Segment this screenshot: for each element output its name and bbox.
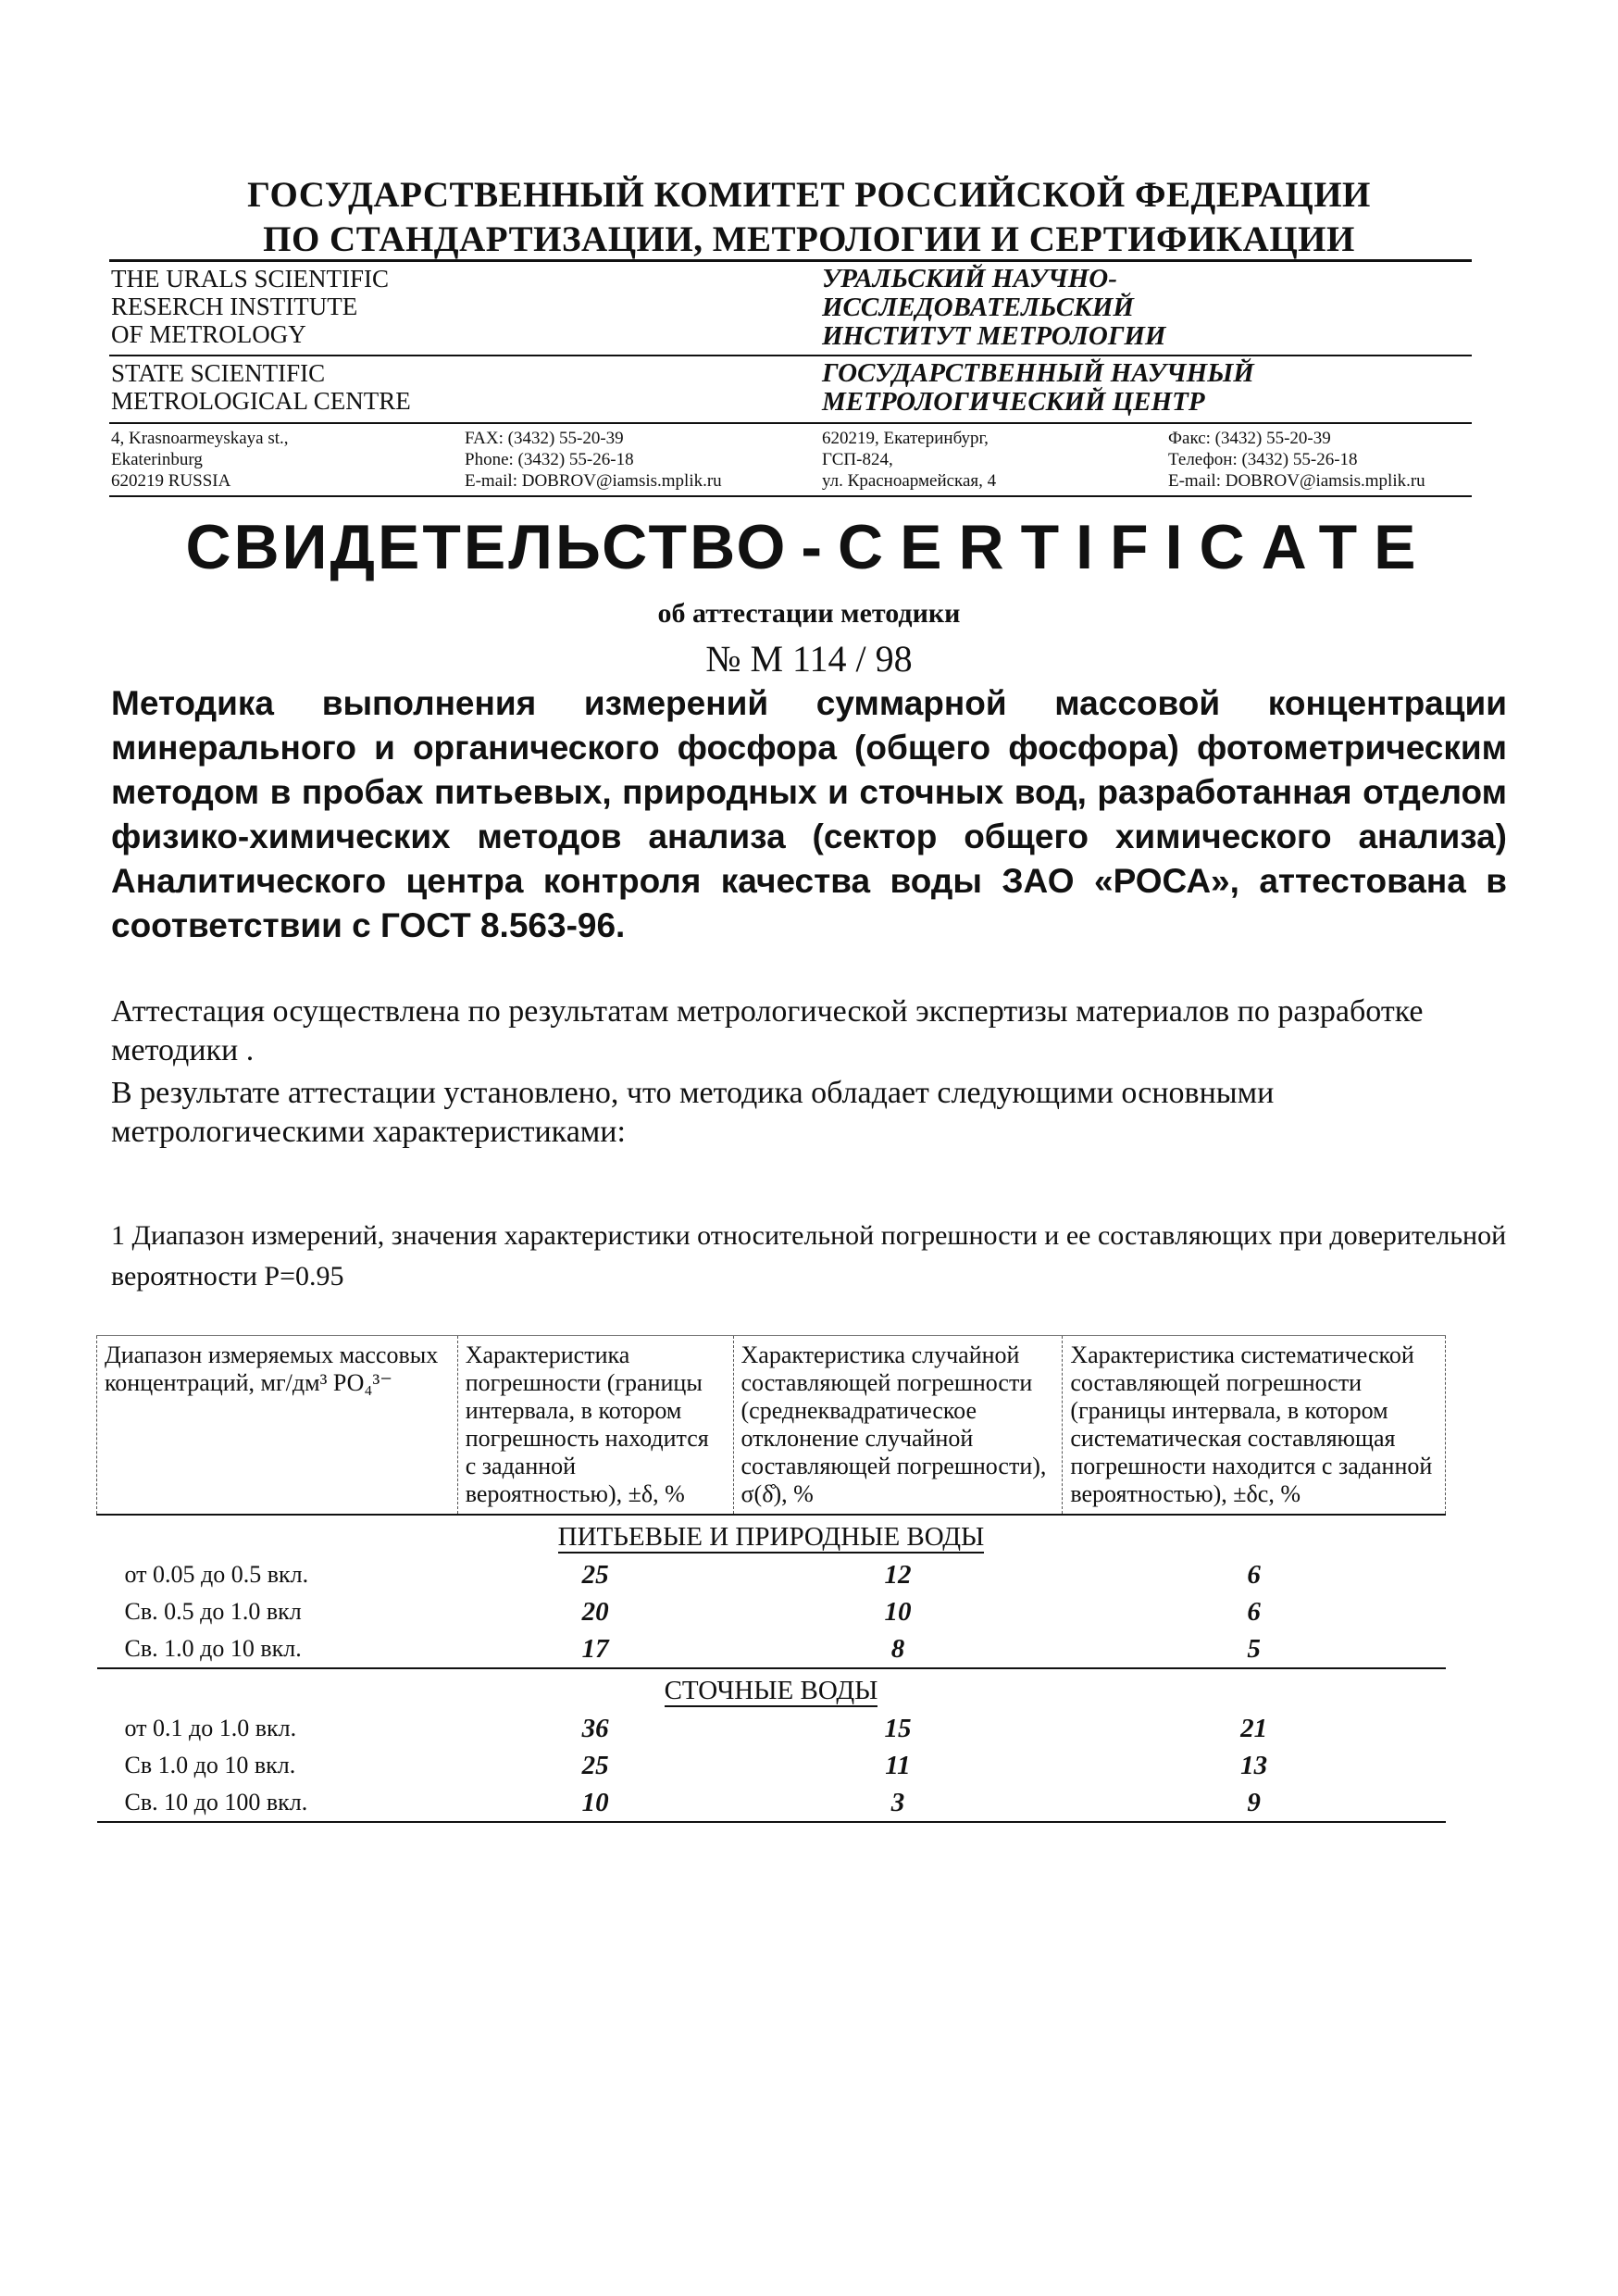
column-header-error: Характеристика погрешности (границы интервала, в котором погрешность находится с заданной вероятностью), ±δ, % [457, 1336, 733, 1516]
centre-ru: ГОСУДАРСТВЕННЫЙ НАУЧНЫЙ МЕТРОЛОГИЧЕСКИЙ ЦЕНТР [822, 358, 1254, 417]
table-group-waste-water [97, 1668, 1446, 1822]
section-title-waste-water: СТОЧНЫЕ ВОДЫ [664, 1676, 878, 1705]
address-rule [109, 495, 1472, 497]
contact-ru: Факс: (3432) 55-20-39 Телефон: (3432) 55-26-18 E-mail: DOBROV@iamsis.mplik.ru [1168, 429, 1425, 491]
table-row: Св. 1.0 до 10 вкл. 17 8 5 [124, 1634, 1261, 1664]
table-row: Св. 0.5 до 1.0 вкл 20 10 6 [124, 1597, 1261, 1627]
certificate-number: № М 114 / 98 [705, 638, 913, 680]
centre-rule [109, 422, 1472, 424]
table-row: от 0.1 до 1.0 вкл. 36 15 21 [124, 1714, 1268, 1743]
attestation-result: В результате аттестации установлено, что методика обладает следующими основными метрологическими характеристиками: [111, 1076, 1275, 1149]
table-row: Св 1.0 до 10 вкл. 25 11 13 [124, 1751, 1268, 1780]
address-en: 4, Krasnoarmeyskaya st., Ekaterinburg 620219 RUSSIA [111, 429, 289, 491]
table-group-drinking-water [97, 1515, 1446, 1668]
committee-title-line1: ГОСУДАРСТВЕННЫЙ КОМИТЕТ РОССИЙСКОЙ ФЕДЕРАЦИИ [247, 175, 1371, 215]
characteristics-table [96, 1335, 1446, 1823]
contact-en: FAX: (3432) 55-20-39 Phone: (3432) 55-26-18 E-mail: DOBROV@iamsis.mplik.ru [465, 429, 722, 491]
certificate-subtitle: об аттестации методики [657, 598, 961, 629]
column-header-random-component: Характеристика случайной составляющей погрешности (среднеквадратическое отклонение случайной составляющей погрешности), σ(δ̊), % [733, 1336, 1063, 1516]
institute-rule [109, 355, 1472, 356]
certificate-title-en: CERTIFICATE [838, 512, 1433, 582]
column-header-systematic-component: Характеристика систематической составляющей погрешности (границы интервала, в котором систематическая составляющая погрешности находится с заданной вероятностью), ±δс, % [1063, 1336, 1446, 1516]
institute-ru: УРАЛЬСКИЙ НАУЧНО- ИССЛЕДОВАТЕЛЬСКИЙ ИНСТИТУТ МЕТРОЛОГИИ [822, 264, 1166, 351]
certificate-title-ru: СВИДЕТЕЛЬСТВО [185, 512, 789, 582]
section-row [97, 1668, 1446, 1710]
table-row: Св. 10 до 100 вкл. 10 3 9 [97, 1784, 1446, 1822]
header-rule [109, 259, 1472, 262]
address-ru: 620219, Екатеринбург, ГСП-824, ул. Красноармейская, 4 [822, 429, 997, 491]
centre-en: STATE SCIENTIFIC METROLOGICAL CENTRE [111, 359, 411, 415]
characteristics-intro: 1 Диапазон измерений, значения характеристики относительной погрешности и ее составляющих при доверительной вероятности Р=0.95 [111, 1220, 1507, 1292]
committee-title-line2: ПО СТАНДАРТИЗАЦИИ, МЕТРОЛОГИИ И СЕРТИФИКАЦИИ [263, 219, 1355, 259]
section-title-drinking-water: ПИТЬЕВЫЕ И ПРИРОДНЫЕ ВОДЫ [557, 1522, 985, 1552]
method-description: Методика выполнения измерений суммарной массовой концентрации минерального и органического фосфора (общего фосфора) фотометрическим методом в пробах питьевых, природных и сточных вод, разработанная отделом физико-химических методов анализа (сектор общего химического анализа) Аналитического центра контроля качества воды ЗАО «РОСА», аттестована в соответствии с ГОСТ 8.563-96. [111, 684, 1507, 944]
section-row [97, 1515, 1446, 1556]
column-header-range: Диапазон измеряемых массовых концентраций, мг/дм³ РО₄³⁻ [97, 1336, 458, 1516]
table-row: от 0.05 до 0.5 вкл. 25 12 6 [124, 1560, 1261, 1590]
attestation-basis: Аттестация осуществлена по результатам метрологической экспертизы материалов по разработке методики . [111, 994, 1424, 1067]
certificate-title: СВИДЕТЕЛЬСТВО - CERTIFICATE [185, 512, 1433, 582]
institute-en: THE URALS SCIENTIFIC RESERCH INSTITUTE OF METROLOGY [111, 265, 390, 348]
